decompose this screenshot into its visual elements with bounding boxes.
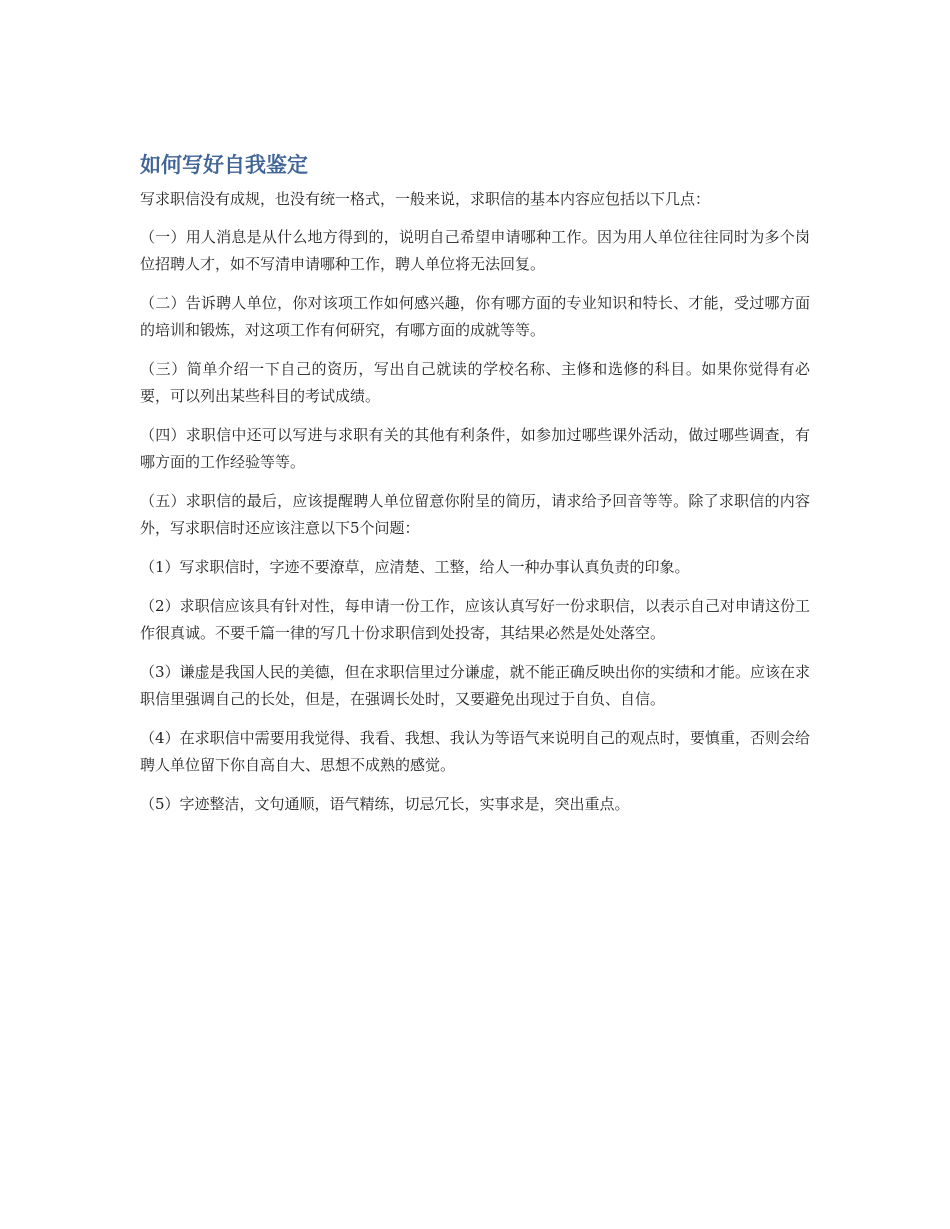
paragraph-3: （三）简单介绍一下自己的资历，写出自己就读的学校名称、主修和选修的科目。如果你觉得有必要，可以列出某些科目的考试成绩。 (140, 360, 810, 405)
paragraph-7: （2）求职信应该具有针对性，每申请一份工作，应该认真写好一份求职信，以表示自己对申请这份工作很真诚。不要千篇一律的写几十份求职信到处投寄，其结果必然是处处落空。 (140, 597, 810, 642)
paragraph-2: （二）告诉聘人单位，你对该项工作如何感兴趣，你有哪方面的专业知识和特长、才能，受过哪方面的培训和锻炼，对这项工作有何研究，有哪方面的成就等等。 (140, 294, 810, 339)
paragraph-1: （一）用人消息是从什么地方得到的，说明自己希望申请哪种工作。因为用人单位往往同时为多个岗位招聘人才，如不写清申请哪种工作，聘人单位将无法回复。 (140, 228, 810, 273)
paragraph-5: （五）求职信的最后，应该提醒聘人单位留意你附呈的简历，请求给予回音等等。除了求职信的内容外，写求职信时还应该注意以下5个问题： (140, 492, 810, 537)
paragraph-8: （3）谦虚是我国人民的美德，但在求职信里过分谦虚，就不能正确反映出你的实绩和才能。应该在求职信里强调自己的长处，但是，在强调长处时，又要避免出现过于自负、自信。 (140, 663, 810, 708)
paragraph-4: （四）求职信中还可以写进与求职有关的其他有利条件，如参加过哪些课外活动，做过哪些调查，有哪方面的工作经验等等。 (140, 426, 810, 471)
paragraph-10: （5）字迹整洁，文句通顺，语气精练，切忌冗长，实事求是，突出重点。 (140, 795, 630, 813)
paragraph-9: （4）在求职信中需要用我觉得、我看、我想、我认为等语气来说明自己的观点时，要慎重，否则会给聘人单位留下你自高自大、思想不成熟的感觉。 (140, 729, 810, 774)
intro-paragraph: 写求职信没有成规，也没有统一格式，一般来说，求职信的基本内容应包括以下几点： (140, 190, 711, 208)
page-title: 如何写好自我鉴定 (140, 153, 308, 177)
paragraph-6: （1）写求职信时，字迹不要潦草，应清楚、工整，给人一种办事认真负责的印象。 (140, 558, 690, 576)
document-body (140, 150, 810, 830)
